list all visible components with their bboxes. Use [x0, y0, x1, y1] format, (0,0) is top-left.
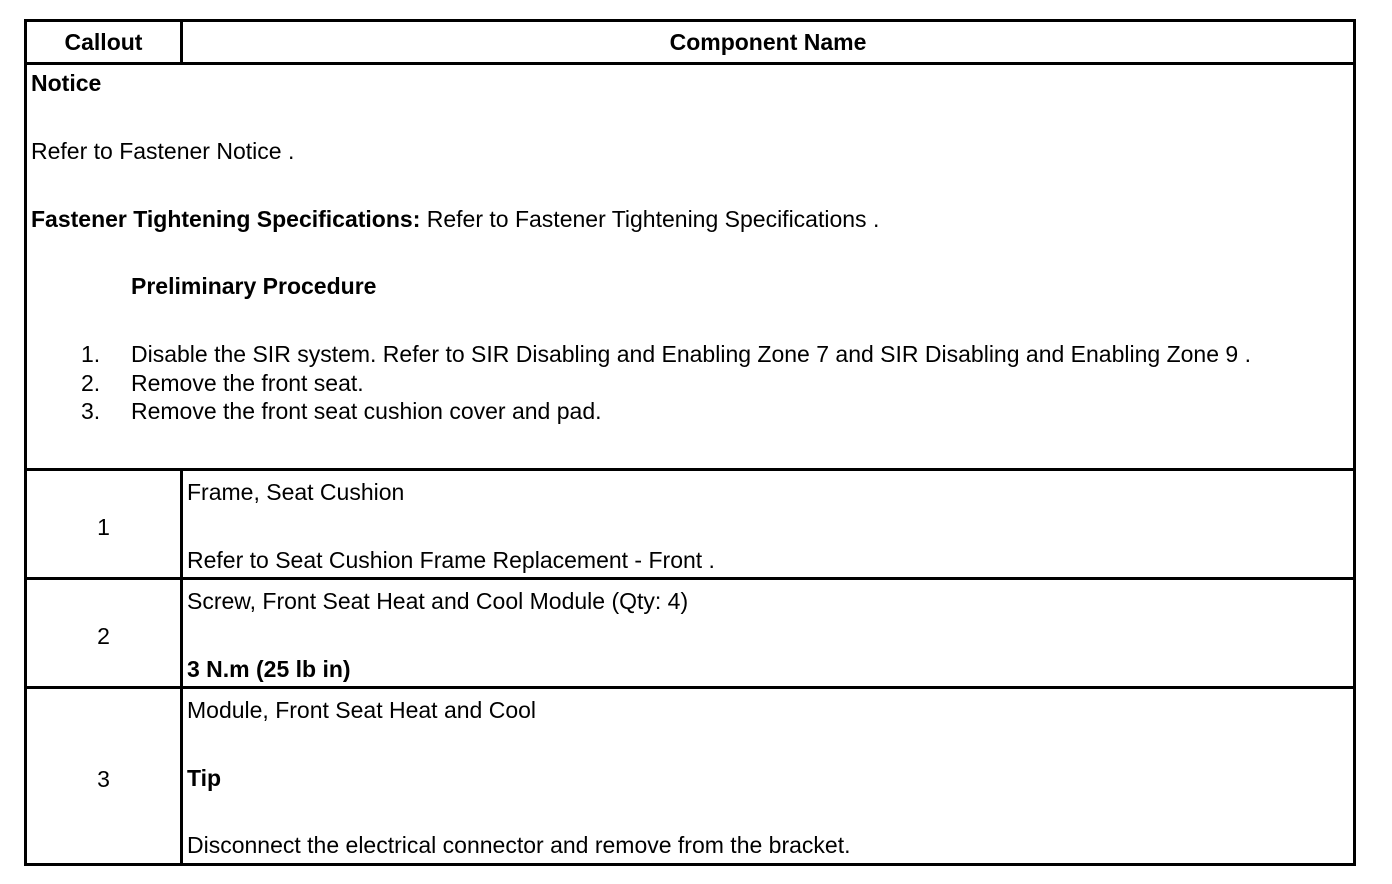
torque-spec: 3 N.m (25 lb in)	[187, 656, 351, 682]
header-divider	[27, 62, 1353, 65]
tip-label: Tip	[187, 765, 222, 791]
step-text: Disable the SIR system. Refer to SIR Disabling and Enabling Zone 7 and SIR Disabling and Enabling Zone 9 .	[131, 341, 1251, 367]
component-name: Screw, Front Seat Heat and Cool Module (Qty: 4)	[187, 588, 689, 614]
callout-number: 2	[97, 623, 110, 649]
fastener-spec-text: Refer to Fastener Tightening Specifications .	[420, 206, 880, 232]
component-detail: Refer to Seat Cushion Frame Replacement - Front .	[187, 547, 715, 573]
step-number: 1.	[81, 341, 101, 367]
fastener-spec-label: Fastener Tightening Specifications:	[31, 206, 421, 232]
row-1-divider	[27, 577, 1353, 580]
component-name: Frame, Seat Cushion	[187, 479, 405, 505]
preliminary-title: Preliminary Procedure	[131, 273, 377, 299]
notice-title: Notice	[31, 70, 102, 96]
step-number: 3.	[81, 398, 101, 424]
header-component-name: Component Name	[669, 29, 867, 55]
callout-number: 3	[97, 766, 110, 792]
notice-divider	[27, 468, 1353, 471]
step-text: Remove the front seat.	[131, 370, 364, 396]
step-text: Remove the front seat cushion cover and pad.	[131, 398, 602, 424]
step-number: 2.	[81, 370, 101, 396]
header-callout: Callout	[64, 29, 143, 55]
rows-column-divider	[180, 468, 183, 863]
callout-number: 1	[97, 514, 110, 540]
row-2-divider	[27, 686, 1353, 689]
notice-text: Refer to Fastener Notice .	[31, 138, 295, 164]
fastener-spec-line	[31, 205, 879, 233]
component-detail: Disconnect the electrical connector and remove from the bracket.	[187, 832, 851, 858]
component-table	[24, 19, 1356, 866]
component-name: Module, Front Seat Heat and Cool	[187, 697, 537, 723]
